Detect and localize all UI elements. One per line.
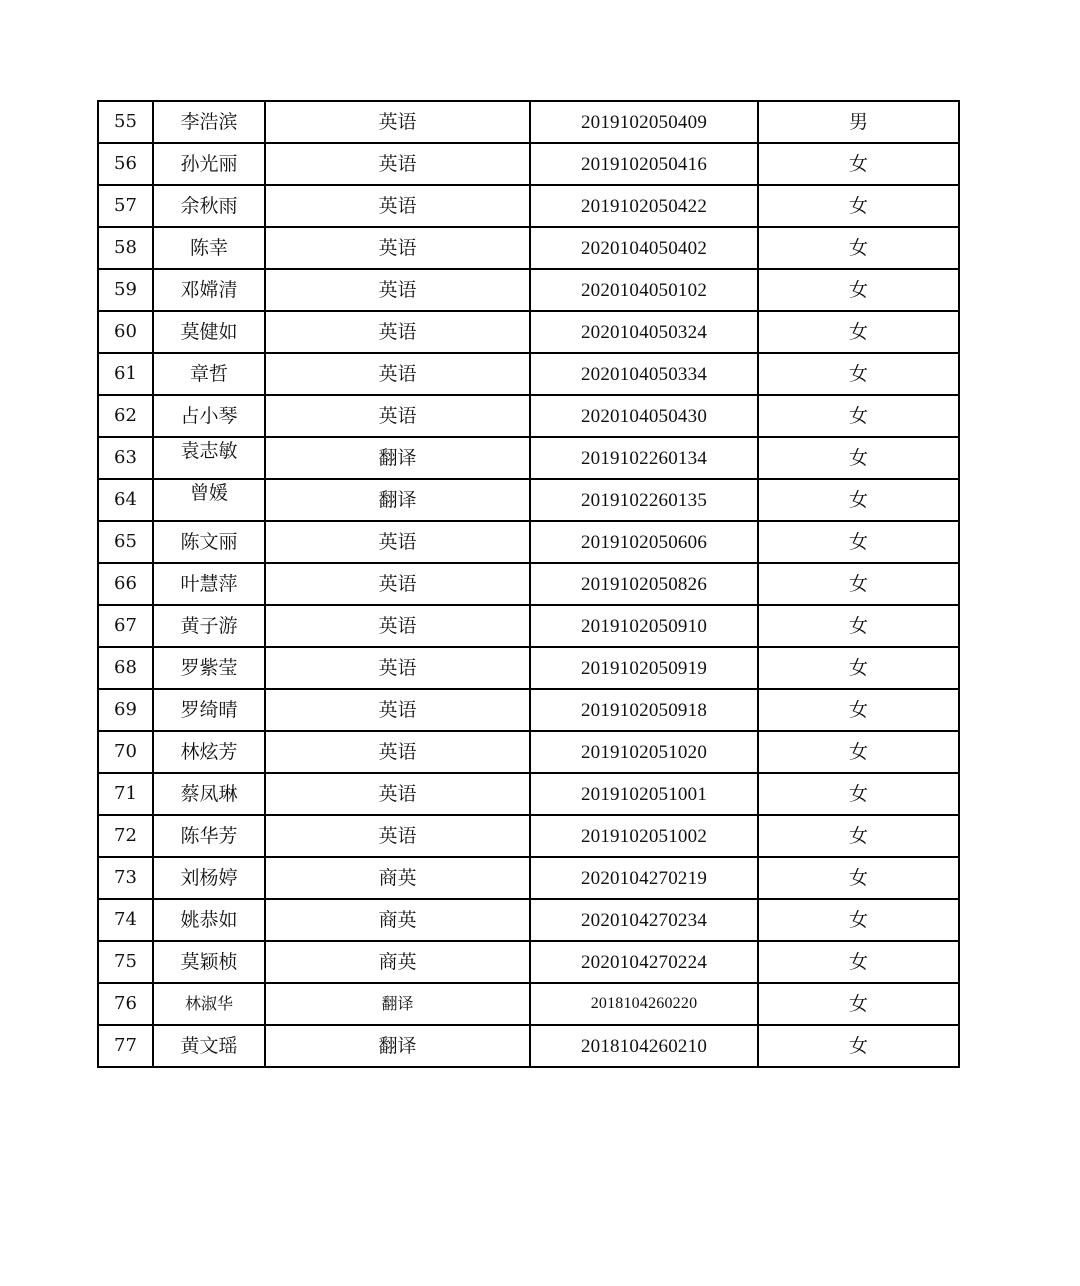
student-id: 2019102051002 xyxy=(530,815,758,857)
table-row xyxy=(98,269,959,311)
student-id: 2019102260135 xyxy=(530,479,758,521)
student-id: 2019102051001 xyxy=(530,773,758,815)
student-major: 英语 xyxy=(265,353,530,395)
student-name: 姚恭如 xyxy=(153,899,265,941)
table-row xyxy=(98,395,959,437)
student-gender: 女 xyxy=(758,1025,959,1067)
student-name: 黄子游 xyxy=(153,605,265,647)
student-gender: 女 xyxy=(758,185,959,227)
table-row xyxy=(98,731,959,773)
student-major: 英语 xyxy=(265,101,530,143)
student-id: 2020104270219 xyxy=(530,857,758,899)
student-name: 孙光丽 xyxy=(153,143,265,185)
student-gender: 女 xyxy=(758,857,959,899)
row-number: 70 xyxy=(98,731,153,773)
student-major: 翻译 xyxy=(265,983,530,1025)
table-row xyxy=(98,101,959,143)
roster-body xyxy=(98,101,959,1067)
table-row xyxy=(98,521,959,563)
table-row xyxy=(98,1025,959,1067)
student-id: 2019102051020 xyxy=(530,731,758,773)
student-id: 2019102050422 xyxy=(530,185,758,227)
student-major: 英语 xyxy=(265,227,530,269)
student-gender: 女 xyxy=(758,941,959,983)
student-name: 邓嫦清 xyxy=(153,269,265,311)
student-name: 李浩滨 xyxy=(153,101,265,143)
student-major: 英语 xyxy=(265,731,530,773)
student-name: 陈文丽 xyxy=(153,521,265,563)
student-major: 英语 xyxy=(265,689,530,731)
student-gender: 女 xyxy=(758,395,959,437)
student-id: 2019102050826 xyxy=(530,563,758,605)
row-number: 77 xyxy=(98,1025,153,1067)
student-name: 黄文瑶 xyxy=(153,1025,265,1067)
student-name: 陈幸 xyxy=(153,227,265,269)
table-row xyxy=(98,437,959,479)
student-gender: 女 xyxy=(758,227,959,269)
student-gender: 男 xyxy=(758,101,959,143)
student-name: 曾媛 xyxy=(189,481,228,504)
student-id: 2020104050402 xyxy=(530,227,758,269)
student-major: 翻译 xyxy=(265,1025,530,1067)
student-name: 余秋雨 xyxy=(153,185,265,227)
student-name: 陈华芳 xyxy=(153,815,265,857)
student-id: 2019102050606 xyxy=(530,521,758,563)
row-number: 67 xyxy=(98,605,153,647)
student-roster-table xyxy=(97,100,960,1068)
student-id: 2020104050324 xyxy=(530,311,758,353)
row-number: 71 xyxy=(98,773,153,815)
row-number: 62 xyxy=(98,395,153,437)
row-number: 59 xyxy=(98,269,153,311)
student-name: 罗绮晴 xyxy=(153,689,265,731)
table-row xyxy=(98,941,959,983)
table-row xyxy=(98,227,959,269)
student-major: 英语 xyxy=(265,395,530,437)
table-row xyxy=(98,983,959,1025)
student-id: 2020104050102 xyxy=(530,269,758,311)
table-row xyxy=(98,353,959,395)
student-name: 林炫芳 xyxy=(153,731,265,773)
table-row xyxy=(98,899,959,941)
student-gender: 女 xyxy=(758,983,959,1025)
student-major: 翻译 xyxy=(265,479,530,521)
student-major: 英语 xyxy=(265,521,530,563)
student-name: 莫颖桢 xyxy=(153,941,265,983)
student-gender: 女 xyxy=(758,521,959,563)
student-gender: 女 xyxy=(758,815,959,857)
student-major: 商英 xyxy=(265,899,530,941)
student-major: 英语 xyxy=(265,311,530,353)
student-major: 英语 xyxy=(265,605,530,647)
student-gender: 女 xyxy=(758,731,959,773)
row-number: 56 xyxy=(98,143,153,185)
student-major: 英语 xyxy=(265,647,530,689)
student-id: 2020104270234 xyxy=(530,899,758,941)
row-number: 76 xyxy=(98,983,153,1025)
student-name: 蔡凤琳 xyxy=(153,773,265,815)
student-name: 章哲 xyxy=(153,353,265,395)
student-major: 英语 xyxy=(265,269,530,311)
row-number: 69 xyxy=(98,689,153,731)
student-major: 英语 xyxy=(265,563,530,605)
student-name: 刘杨婷 xyxy=(153,857,265,899)
table-row xyxy=(98,185,959,227)
student-major: 英语 xyxy=(265,773,530,815)
table-row xyxy=(98,773,959,815)
row-number: 75 xyxy=(98,941,153,983)
student-id: 2020104050334 xyxy=(530,353,758,395)
student-gender: 女 xyxy=(758,563,959,605)
student-name: 莫健如 xyxy=(153,311,265,353)
student-id: 2019102050409 xyxy=(530,101,758,143)
table-row xyxy=(98,815,959,857)
row-number: 63 xyxy=(98,437,153,479)
student-id: 2019102050416 xyxy=(530,143,758,185)
student-gender: 女 xyxy=(758,353,959,395)
row-number: 60 xyxy=(98,311,153,353)
student-id: 2019102050910 xyxy=(530,605,758,647)
student-name: 林淑华 xyxy=(153,983,265,1025)
student-major: 商英 xyxy=(265,941,530,983)
student-gender: 女 xyxy=(758,605,959,647)
student-id: 2020104050430 xyxy=(530,395,758,437)
student-name-cell xyxy=(153,437,265,479)
row-number: 68 xyxy=(98,647,153,689)
table-row xyxy=(98,563,959,605)
student-gender: 女 xyxy=(758,143,959,185)
student-name: 罗紫莹 xyxy=(153,647,265,689)
student-id: 2019102050918 xyxy=(530,689,758,731)
table-row xyxy=(98,647,959,689)
student-gender: 女 xyxy=(758,311,959,353)
row-number: 64 xyxy=(98,479,153,521)
student-major: 英语 xyxy=(265,143,530,185)
table-row xyxy=(98,479,959,521)
table-row xyxy=(98,311,959,353)
student-gender: 女 xyxy=(758,773,959,815)
student-gender: 女 xyxy=(758,479,959,521)
student-id: 2018104260220 xyxy=(530,983,758,1025)
student-name: 袁志敏 xyxy=(180,439,238,462)
student-id: 2019102050919 xyxy=(530,647,758,689)
student-id: 2019102260134 xyxy=(530,437,758,479)
table-row xyxy=(98,143,959,185)
student-id: 2018104260210 xyxy=(530,1025,758,1067)
student-gender: 女 xyxy=(758,689,959,731)
student-gender: 女 xyxy=(758,899,959,941)
row-number: 55 xyxy=(98,101,153,143)
row-number: 66 xyxy=(98,563,153,605)
student-id: 2020104270224 xyxy=(530,941,758,983)
row-number: 57 xyxy=(98,185,153,227)
student-major: 英语 xyxy=(265,185,530,227)
student-gender: 女 xyxy=(758,437,959,479)
row-number: 65 xyxy=(98,521,153,563)
row-number: 61 xyxy=(98,353,153,395)
row-number: 72 xyxy=(98,815,153,857)
table-row xyxy=(98,689,959,731)
table-row xyxy=(98,857,959,899)
table-row xyxy=(98,605,959,647)
student-gender: 女 xyxy=(758,647,959,689)
row-number: 74 xyxy=(98,899,153,941)
student-major: 商英 xyxy=(265,857,530,899)
row-number: 73 xyxy=(98,857,153,899)
row-number: 58 xyxy=(98,227,153,269)
student-name: 叶慧萍 xyxy=(153,563,265,605)
student-major: 英语 xyxy=(265,815,530,857)
student-gender: 女 xyxy=(758,269,959,311)
student-name-cell xyxy=(153,479,265,521)
student-name: 占小琴 xyxy=(153,395,265,437)
student-major: 翻译 xyxy=(265,437,530,479)
